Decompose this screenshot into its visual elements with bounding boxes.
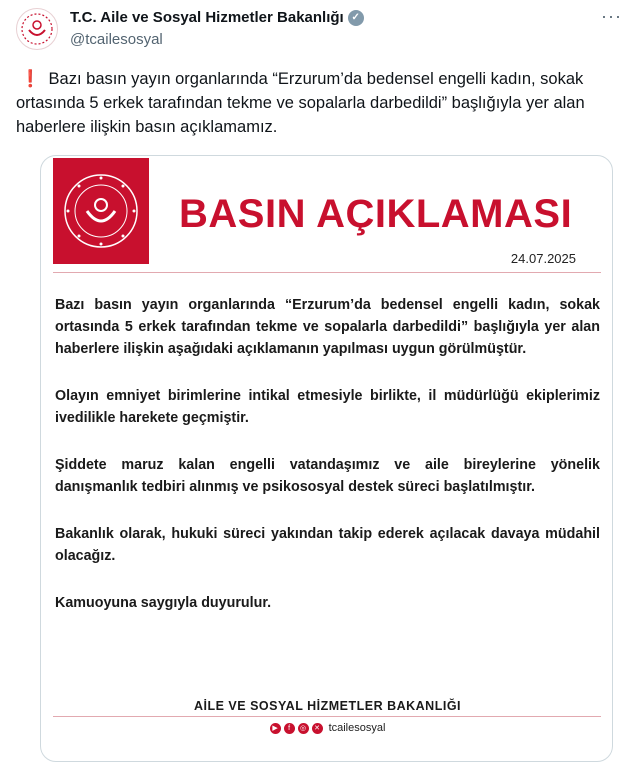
press-release-body — [55, 294, 600, 639]
footer-title: AİLE VE SOSYAL HİZMETLER BAKANLIĞI — [193, 699, 462, 713]
press-release-image[interactable] — [40, 155, 613, 762]
paragraph: Kamuoyuna saygıyla duyurulur. — [55, 595, 272, 611]
divider — [53, 272, 601, 273]
exclamation-icon: ❗ — [20, 70, 41, 88]
paragraph: Bazı basın yayın organlarında “Erzurum’da bedensel engelli kadın, sokak ortasında 5 erkek tarafından tekme ve sopalarla darbedildi” başlığıyla yer alan haberlere ilişkin aşağıdaki açıklamanın yapılması uygun görülmüştür. — [55, 297, 600, 357]
x-icon: ✕ — [312, 723, 323, 734]
paragraph: Olayın emniyet birimlerine intikal etmesiyle birlikte, il müdürlüğü ekiplerimiz ivedilikle harekete geçmiştir. — [55, 388, 600, 426]
footer-divider — [53, 716, 601, 717]
account-name[interactable]: T.C. Aile ve Sosyal Hizmetler Bakanlığı — [70, 9, 344, 26]
footer-handle: tcailesosyal — [328, 722, 386, 734]
ministry-logo-icon — [20, 12, 54, 46]
youtube-icon: ▶ — [270, 723, 281, 734]
instagram-icon: ◎ — [298, 723, 309, 734]
social-row — [41, 722, 613, 734]
paragraph: Şiddete maruz kalan engelli vatandaşımız ve aile bireylerine yönelik danışmanlık tedbiri alınmış ve psikososyal destek süreci başlatılmıştır. — [55, 457, 600, 495]
verified-badge-icon: ✓ — [348, 10, 364, 26]
more-options-icon[interactable]: ··· — [601, 6, 622, 26]
facebook-icon: f — [284, 723, 295, 734]
tweet-text — [16, 67, 616, 139]
seal-icon — [61, 171, 141, 251]
account-handle[interactable]: @tcailesosyal — [70, 31, 163, 48]
avatar[interactable] — [16, 8, 58, 50]
ministry-seal — [53, 158, 149, 264]
account-name-row[interactable] — [70, 9, 364, 26]
paragraph: Bakanlık olarak, hukuki süreci yakından takip ederek açılacak davaya müdahil olacağız. — [55, 526, 600, 564]
press-release-date: 24.07.2025 — [510, 251, 576, 266]
tweet-body: Bazı basın yayın organlarında “Erzurum’da bedensel engelli kadın, sokak ortasında 5 erkek tarafından tekme ve sopalarla darbedildi” başlığıyla yer alan haberlere ilişkin basın açıklamamız. — [16, 70, 585, 136]
press-release-title: BASIN AÇIKLAMASI — [179, 192, 573, 236]
